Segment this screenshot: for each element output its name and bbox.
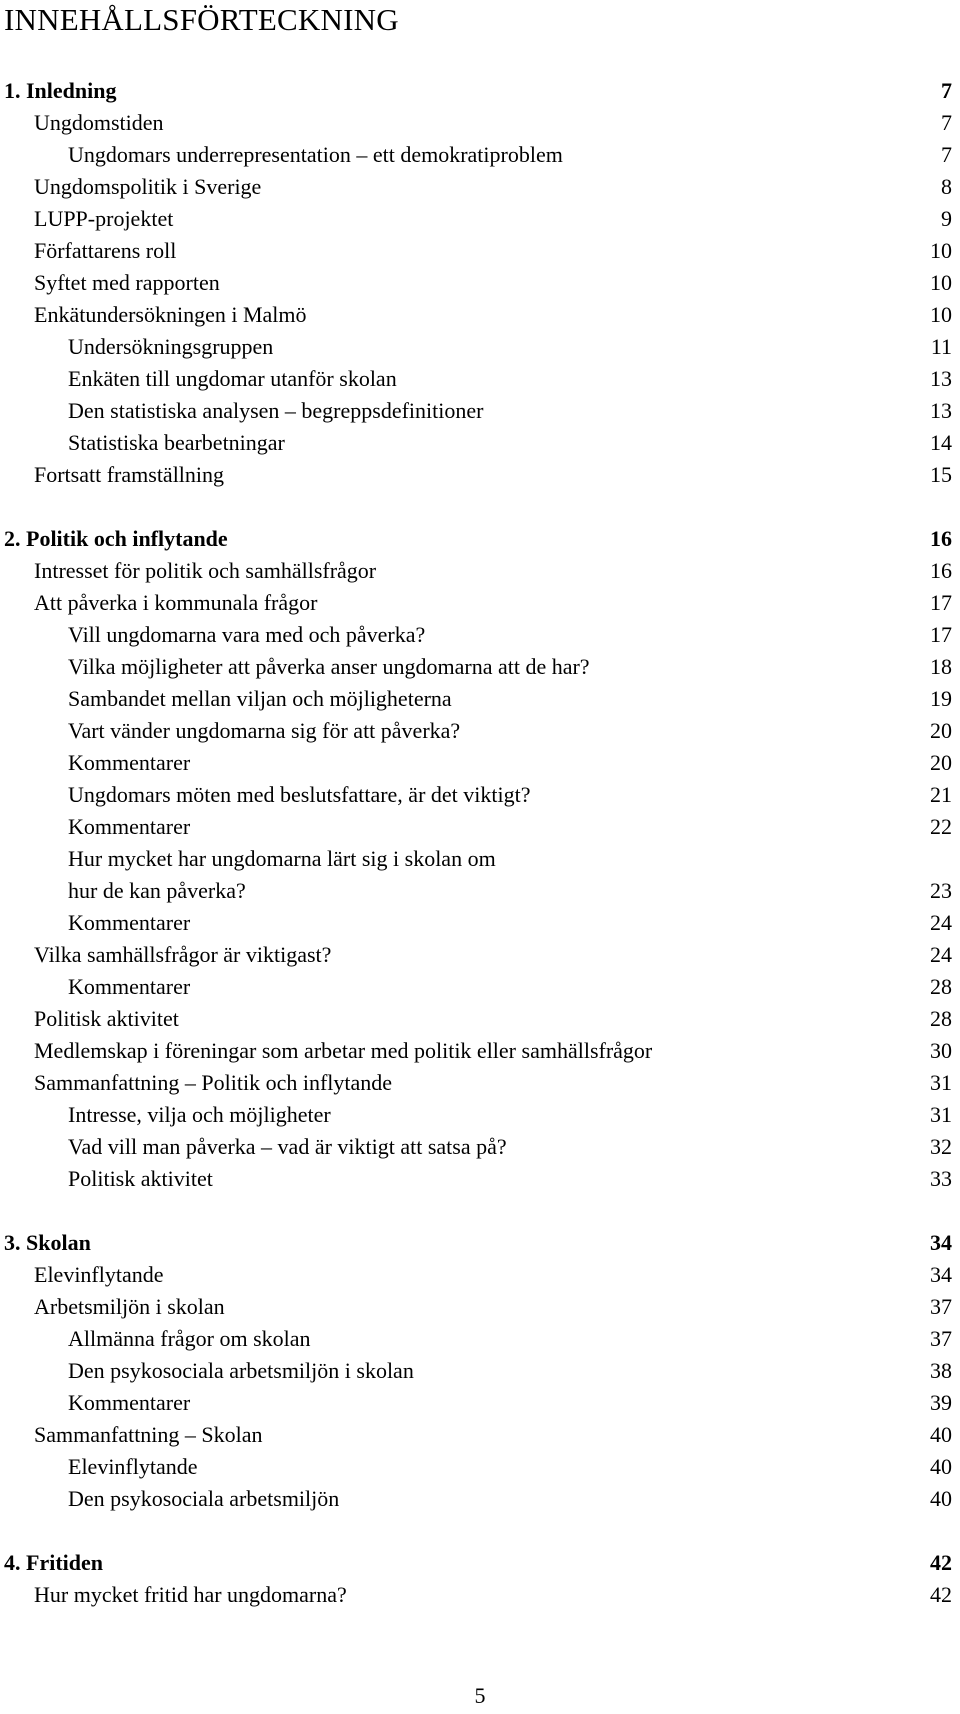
toc-entry [34,267,952,299]
toc-entry-title: Författarens roll [34,238,177,263]
toc-entry-page: 7 [941,110,952,135]
toc-entry-title: Intresset för politik och samhällsfrågor [34,558,377,583]
toc-entry-page: 9 [941,206,952,231]
toc-entry-page: 31 [930,1102,952,1127]
toc-entry-page: 20 [930,718,952,743]
toc-entry [68,1099,952,1131]
toc-entry [68,779,952,811]
toc-entry-page: 38 [930,1358,952,1383]
toc-entry-page: 34 [930,1230,952,1255]
toc-entry-page: 10 [930,302,952,327]
toc-entry-title: Att påverka i kommunala frågor [34,590,318,615]
toc-entry-title: Allmänna frågor om skolan [68,1326,311,1351]
toc-entry-title: Undersökningsgruppen [68,334,274,359]
toc-entry [34,235,952,267]
toc-entry-page: 18 [930,654,952,679]
toc-entry-page: 17 [930,590,952,615]
toc-entry-title: 1. Inledning [4,78,117,103]
toc-entry-page: 21 [930,782,952,807]
toc-entry-page: 24 [930,942,952,967]
toc-entry-title: Sammanfattning – Politik och inflytande [34,1070,393,1095]
toc-entry [68,971,952,1003]
toc-entry-page: 7 [941,142,952,167]
toc-entry [68,363,952,395]
toc-entry [68,1483,952,1515]
toc-entry [34,1035,952,1067]
toc-entry-title: Sammanfattning – Skolan [34,1422,263,1447]
toc-entry-title: Ungdomstiden [34,110,164,135]
toc-entry-title: Politisk aktivitet [68,1166,213,1191]
toc-entry-title: Kommentarer [68,910,191,935]
toc-entry [34,555,952,587]
toc-entry-title: Kommentarer [68,814,191,839]
toc-entry-title: Enkätundersökningen i Malmö [34,302,307,327]
toc-entry-page: 33 [930,1166,952,1191]
toc-entry-page: 39 [930,1390,952,1415]
toc-entry-page: 13 [930,366,952,391]
toc-entry [68,1387,952,1419]
toc-entry [34,299,952,331]
toc-entry-page: 22 [930,814,952,839]
toc-entry-page: 7 [941,78,952,103]
toc-entry [34,1067,952,1099]
toc-entry [68,907,952,939]
toc-entry [68,427,952,459]
toc-entry-title: Kommentarer [68,750,191,775]
toc-entry-page: 28 [930,974,952,999]
toc-entry-page: 37 [930,1326,952,1351]
toc-entry [68,1355,952,1387]
toc-entry [34,1579,952,1611]
toc-entry [68,715,952,747]
toc-entry-title: Vilka möjligheter att påverka anser ungdomarna att de har? [68,654,590,679]
toc-entry-title: Vilka samhällsfrågor är viktigast? [34,942,332,967]
toc-entry [68,1451,952,1483]
toc-entry-page: 30 [930,1038,952,1063]
toc-entry-page: 40 [930,1422,952,1447]
toc-entry-page: 37 [930,1294,952,1319]
toc-entry-title: Vad vill man påverka – vad är viktigt att satsa på? [68,1134,507,1159]
toc-entry-page: 40 [930,1454,952,1479]
toc-entry-page: 10 [930,238,952,263]
toc-entry-page: 24 [930,910,952,935]
toc-entry [68,843,952,875]
toc-entry-title: Ungdomars möten med beslutsfattare, är det viktigt? [68,782,531,807]
toc-entry [34,587,952,619]
toc-entry-title: hur de kan påverka? [68,878,246,903]
toc-entry-title: Elevinflytande [68,1454,198,1479]
toc-entry-page: 31 [930,1070,952,1095]
toc-entry-title: Intresse, vilja och möjligheter [68,1102,331,1127]
toc-entry [68,395,952,427]
toc-entry-page: 42 [930,1550,952,1575]
toc-entry-title: Politisk aktivitet [34,1006,179,1031]
toc-entry-title: Den statistiska analysen – begreppsdefinitioner [68,398,484,423]
toc-entry [34,203,952,235]
toc-entry [68,331,952,363]
toc-entry-page: 15 [930,462,952,487]
toc-entry-title: Den psykosociala arbetsmiljön [68,1486,340,1511]
toc-entry [34,1259,952,1291]
toc-entry-page: 40 [930,1486,952,1511]
toc-entry-page: 19 [930,686,952,711]
toc-entry-page: 13 [930,398,952,423]
toc-entry [68,139,952,171]
toc-entry-title: Hur mycket har ungdomarna lärt sig i skolan om [68,846,496,871]
toc-entry-page: 34 [930,1262,952,1287]
toc-entry-title: 3. Skolan [4,1230,91,1255]
toc-entry-page: 16 [930,526,952,551]
toc-entry-title: Syftet med rapporten [34,270,220,295]
toc-entry [34,107,952,139]
toc-entry-title: Vart vänder ungdomarna sig för att påverka? [68,718,461,743]
toc-entry-page: 28 [930,1006,952,1031]
toc-entry-title: Hur mycket fritid har ungdomarna? [34,1582,347,1607]
toc-entry-title: Ungdomars underrepresentation – ett demokratiproblem [68,142,563,167]
toc-entry [34,939,952,971]
toc-entry-title: Elevinflytande [34,1262,164,1287]
toc-entry-title: Sambandet mellan viljan och möjligheterna [68,686,452,711]
toc-entry-title: Ungdomspolitik i Sverige [34,174,262,199]
toc-entry-title: Vill ungdomarna vara med och påverka? [68,622,426,647]
toc-entry [34,1003,952,1035]
toc-entry-title: Kommentarer [68,1390,191,1415]
toc-entry-title: Medlemskap i föreningar som arbetar med politik eller samhällsfrågor [34,1038,653,1063]
toc-entry-page: 17 [930,622,952,647]
toc-entry-title: LUPP-projektet [34,206,174,231]
toc-entry-page: 10 [930,270,952,295]
toc-entry-page: 16 [930,558,952,583]
toc-entry [68,619,952,651]
toc-chapter [4,1227,952,1259]
toc-entry-title: Kommentarer [68,974,191,999]
toc-entry [68,1323,952,1355]
toc-chapter [4,75,952,107]
toc-entry [34,1291,952,1323]
toc-entry [68,1163,952,1195]
toc-chapter [4,523,952,555]
toc-entry [68,747,952,779]
toc-entry [68,651,952,683]
toc-entry [34,1419,952,1451]
toc-entry-title: 4. Fritiden [4,1550,103,1575]
toc-entry-page: 32 [930,1134,952,1159]
toc-entry-page: 23 [930,878,952,903]
toc-entry-title: Enkäten till ungdomar utanför skolan [68,366,397,391]
toc-entry [68,683,952,715]
page-number: 5 [474,1683,486,1708]
page-title: INNEHÅLLSFÖRTECKNING [4,2,399,37]
toc-entry-page: 42 [930,1582,952,1607]
toc-entry [68,811,952,843]
toc-entry-page: 8 [941,174,952,199]
toc-entry [68,875,952,907]
toc-entry-page: 14 [930,430,952,455]
toc-entry-page: 11 [930,334,952,359]
toc-entry-page: 20 [930,750,952,775]
toc-entry [34,459,952,491]
toc-entry-title: Statistiska bearbetningar [68,430,285,455]
toc-chapter [4,1547,952,1579]
toc-entry-title: Arbetsmiljön i skolan [34,1294,225,1319]
toc-entry-title: Fortsatt framställning [34,462,225,487]
toc-entry [34,171,952,203]
toc-entry-title: 2. Politik och inflytande [4,526,228,551]
toc-entry-title: Den psykosociala arbetsmiljön i skolan [68,1358,414,1383]
toc-entry [68,1131,952,1163]
